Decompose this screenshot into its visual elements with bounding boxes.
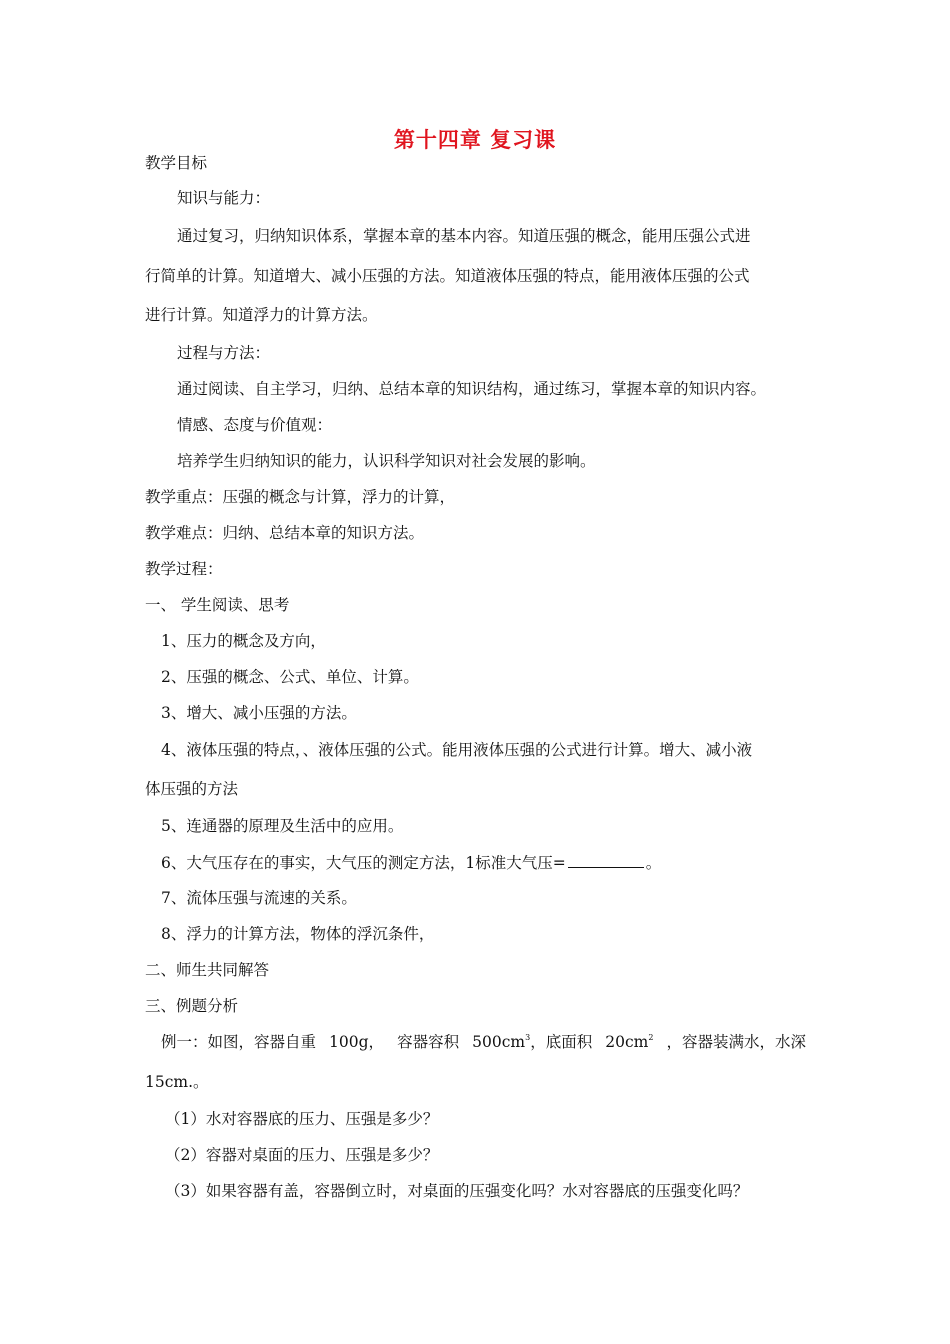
question-3: （3）如果容器有盖，容器倒立时，对桌面的压强变化吗？水对容器底的压强变化吗？ xyxy=(165,1182,749,1200)
example-1-part-b: 100g， xyxy=(329,1033,385,1051)
example-1-line-2: 15cm.。 xyxy=(145,1073,209,1091)
example-1-line-1 xyxy=(161,1032,806,1052)
question-1: （1）水对容器底的压力、压强是多少？ xyxy=(165,1110,439,1128)
example-1-volume-exponent: 3 xyxy=(525,1033,531,1042)
process-label: 教学过程： xyxy=(145,560,223,578)
list-item-4-line-2: 体压强的方法 xyxy=(145,780,239,798)
example-1-volume xyxy=(472,1032,592,1052)
knowledge-heading: 知识与能力： xyxy=(177,189,271,207)
list-item-1: 1、压力的概念及方向， xyxy=(161,632,326,650)
difficulties: 教学难点：归纳、总结本章的知识方法。 xyxy=(145,524,425,542)
example-1-part-f: ，底面积 xyxy=(530,1033,593,1051)
section-2-heading: 二、师生共同解答 xyxy=(145,961,270,979)
example-1-part-c: 容器容积 xyxy=(397,1033,460,1051)
section-1-heading: 一、 学生阅读、思考 xyxy=(145,596,290,614)
knowledge-line-3: 进行计算。知道浮力的计算方法。 xyxy=(145,306,378,324)
example-1-area xyxy=(605,1032,653,1052)
list-item-8: 8、浮力的计算方法，物体的浮沉条件， xyxy=(161,925,435,943)
list-item-6-end: 。 xyxy=(645,854,662,872)
section-3-heading: 三、例题分析 xyxy=(145,997,239,1015)
list-item-5: 5、连通器的原理及生活中的应用。 xyxy=(161,817,404,835)
list-item-6 xyxy=(161,852,661,873)
example-1-part-a: 例一：如图，容器自重 xyxy=(161,1033,317,1051)
emotion-text: 培养学生归纳知识的能力，认识科学知识对社会发展的影响。 xyxy=(177,452,596,470)
page-title: 第十四章 复习课 xyxy=(393,128,557,152)
list-item-6-text: 6、大气压存在的事实，大气压的测定方法，1标准大气压= xyxy=(161,854,566,872)
example-1-part-i: ，容器装满水，水深 xyxy=(666,1033,806,1051)
knowledge-line-1: 通过复习，归纳知识体系，掌握本章的基本内容。知道压强的概念，能用压强公式进 xyxy=(177,227,751,245)
knowledge-line-2: 行简单的计算。知道增大、减小压强的方法。知道液体压强的特点，能用液体压强的公式 xyxy=(145,267,750,285)
process-text: 通过阅读、自主学习，归纳、总结本章的知识结构，通过练习，掌握本章的知识内容。 xyxy=(177,380,767,398)
example-1-area-exponent: 2 xyxy=(648,1033,654,1042)
question-2: （2）容器对桌面的压力、压强是多少？ xyxy=(165,1146,439,1164)
list-item-7: 7、流体压强与流速的关系。 xyxy=(161,889,357,907)
list-item-3: 3、增大、减小压强的方法。 xyxy=(161,704,357,722)
key-points: 教学重点：压强的概念与计算，浮力的计算， xyxy=(145,488,456,506)
list-item-2: 2、压强的概念、公式、单位、计算。 xyxy=(161,668,419,686)
example-1-area-value: 20cm xyxy=(605,1033,649,1051)
example-1-volume-value: 500cm xyxy=(472,1033,526,1051)
goals-heading: 教学目标 xyxy=(145,154,208,172)
process-heading: 过程与方法： xyxy=(177,344,271,362)
fill-in-blank xyxy=(568,852,644,868)
emotion-heading: 情感、态度与价值观： xyxy=(177,416,333,434)
list-item-4-line-1: 4、液体压强的特点，、液体压强的公式。能用液体压强的公式进行计算。增大、减小液 xyxy=(161,741,753,759)
